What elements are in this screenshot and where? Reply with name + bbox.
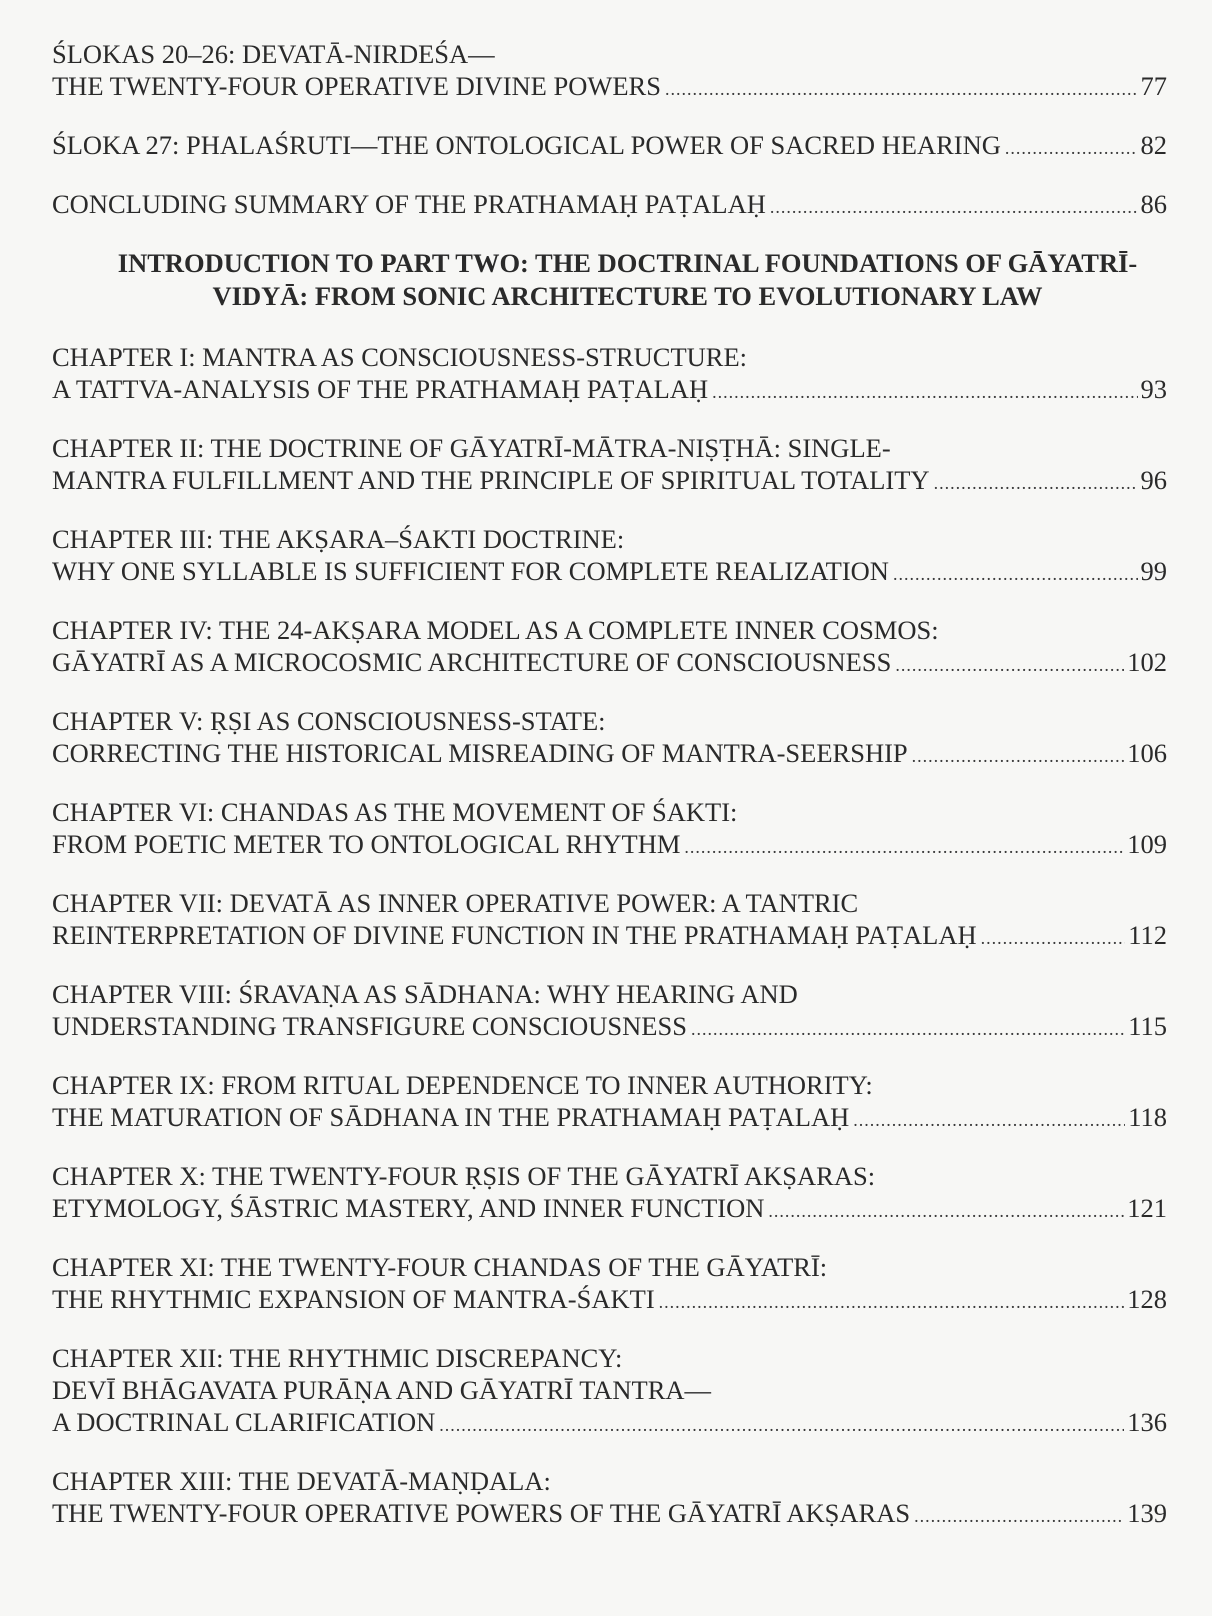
dot-leader	[914, 1500, 1124, 1532]
toc-entry-concluding-summary[interactable]	[52, 188, 1167, 223]
page-number: 109	[1127, 829, 1167, 859]
toc-entry-title-line: CHAPTER III: THE AKṢARA–ŚAKTI DOCTRINE:	[52, 524, 625, 554]
toc-entry-sloka-27[interactable]	[52, 129, 1167, 164]
page-number: 121	[1127, 1193, 1167, 1223]
toc-entry-title-line: CHAPTER IV: THE 24-AKṢARA MODEL AS A COMPLETE INNER COSMOS:	[52, 615, 939, 645]
dot-leader	[1005, 132, 1138, 164]
toc-entry-last-line	[52, 188, 1167, 223]
part-two-heading-line: VIDYĀ: FROM SONIC ARCHITECTURE TO EVOLUTIONARY LAW	[212, 281, 1043, 311]
dot-leader	[439, 1409, 1124, 1441]
toc-entry-last-line	[52, 70, 1167, 105]
part-two-heading-line: INTRODUCTION TO PART TWO: THE DOCTRINAL FOUNDATIONS OF GĀYATRĪ-	[117, 248, 1138, 278]
page-number: 115	[1128, 1011, 1167, 1041]
dot-leader	[691, 1013, 1125, 1045]
toc-entry-title-line: CHAPTER V: ṚṢI AS CONSCIOUSNESS-STATE:	[52, 706, 606, 736]
toc-entry-last-line	[52, 1101, 1167, 1136]
page-number: 106	[1127, 738, 1167, 768]
toc-entry-last-line	[52, 1497, 1167, 1532]
toc-entry-title-line: CHAPTER I: MANTRA AS CONSCIOUSNESS-STRUCTURE:	[52, 342, 748, 372]
page-number: 77	[1140, 71, 1167, 101]
toc-entry-chapter-9[interactable]	[52, 1069, 1167, 1136]
toc-entry-chapter-6[interactable]	[52, 796, 1167, 863]
page-number: 128	[1127, 1284, 1167, 1314]
toc-entry-title-line: ŚLOKA 27: PHALAŚRUTI—THE ONTOLOGICAL POWER OF SACRED HEARING	[52, 130, 1001, 160]
toc-entry-title-line: THE TWENTY-FOUR OPERATIVE DIVINE POWERS	[52, 71, 661, 101]
toc-entry-last-line	[52, 1010, 1167, 1045]
page-number: 82	[1140, 130, 1167, 160]
toc-entry-title-line: REINTERPRETATION OF DIVINE FUNCTION IN THE PRATHAMAḤ PAṬALAḤ	[52, 920, 977, 950]
toc-entry-last-line	[52, 919, 1167, 954]
page-number: 93	[1140, 374, 1167, 404]
page-number: 99	[1140, 556, 1167, 586]
toc-entry-slokas-20-26[interactable]	[52, 38, 1167, 105]
toc-entry-title-line: ŚLOKAS 20–26: DEVATĀ-NIRDEŚA—	[52, 39, 495, 69]
toc-entry-last-line	[52, 737, 1167, 772]
toc-entry-title-line: CHAPTER XIII: THE DEVATĀ-MAṆḌALA:	[52, 1466, 551, 1496]
toc-entry-last-line	[52, 373, 1167, 408]
toc-entry-last-line	[52, 1283, 1167, 1318]
toc-entry-chapter-11[interactable]	[52, 1251, 1167, 1318]
dot-leader	[659, 1286, 1125, 1318]
toc-entry-title-line: ETYMOLOGY, ŚĀSTRIC MASTERY, AND INNER FUNCTION	[52, 1193, 765, 1223]
toc-entry-last-line	[52, 646, 1167, 681]
page-number: 112	[1128, 920, 1167, 950]
toc-entry-title-line: CHAPTER II: THE DOCTRINE OF GĀYATRĪ-MĀTRA-NIṢṬHĀ: SINGLE-	[52, 433, 891, 463]
toc-entry-chapter-13[interactable]	[52, 1465, 1167, 1532]
dot-leader	[770, 191, 1138, 223]
dot-leader	[712, 376, 1137, 408]
toc-entry-last-line	[52, 1406, 1167, 1441]
page-number: 96	[1140, 465, 1167, 495]
page-number: 102	[1127, 647, 1167, 677]
toc-entry-title-line: MANTRA FULFILLMENT AND THE PRINCIPLE OF SPIRITUAL TOTALITY	[52, 465, 930, 495]
toc-entry-title-line: CHAPTER VI: CHANDAS AS THE MOVEMENT OF ŚAKTI:	[52, 797, 738, 827]
dot-leader	[684, 831, 1124, 863]
toc-entry-chapter-2[interactable]	[52, 432, 1167, 499]
toc-entry-chapter-7[interactable]	[52, 887, 1167, 954]
toc-entry-title-line: A TATTVA-ANALYSIS OF THE PRATHAMAḤ PAṬALAḤ	[52, 374, 709, 404]
part-two-heading	[88, 247, 1167, 313]
toc-entry-chapter-3[interactable]	[52, 523, 1167, 590]
dot-leader	[893, 558, 1138, 590]
toc-entry-title-line: THE TWENTY-FOUR OPERATIVE POWERS OF THE GĀYATRĪ AKṢARAS	[52, 1498, 911, 1528]
page-number: 118	[1128, 1102, 1167, 1132]
page-number: 136	[1127, 1407, 1167, 1437]
toc-entry-chapter-5[interactable]	[52, 705, 1167, 772]
dot-leader	[895, 649, 1124, 681]
toc-entry-title-line: CHAPTER IX: FROM RITUAL DEPENDENCE TO INNER AUTHORITY:	[52, 1070, 873, 1100]
toc-entry-chapter-12[interactable]	[52, 1342, 1167, 1441]
dot-leader	[768, 1195, 1124, 1227]
toc-entry-title-line: DEVĪ BHĀGAVATA PURĀṆA AND GĀYATRĪ TANTRA—	[52, 1375, 712, 1405]
toc-entry-title-line: CHAPTER VIII: ŚRAVAṆA AS SĀDHANA: WHY HEARING AND	[52, 979, 798, 1009]
toc-entry-chapter-10[interactable]	[52, 1160, 1167, 1227]
toc-entry-title-line: WHY ONE SYLLABLE IS SUFFICIENT FOR COMPLETE REALIZATION	[52, 556, 889, 586]
toc-entry-title-line: CHAPTER XI: THE TWENTY-FOUR CHANDAS OF THE GĀYATRĪ:	[52, 1252, 828, 1282]
toc-entry-last-line	[52, 464, 1167, 499]
toc-entry-title-line: FROM POETIC METER TO ONTOLOGICAL RHYTHM	[52, 829, 681, 859]
table-of-contents	[52, 38, 1167, 1556]
toc-entry-last-line	[52, 828, 1167, 863]
toc-entry-last-line	[52, 129, 1167, 164]
dot-leader	[853, 1104, 1125, 1136]
dot-leader	[981, 922, 1126, 954]
page-number: 86	[1140, 189, 1167, 219]
page-number: 139	[1127, 1498, 1167, 1528]
toc-entry-title-line: CORRECTING THE HISTORICAL MISREADING OF MANTRA-SEERSHIP	[52, 738, 908, 768]
toc-entry-title-line: UNDERSTANDING TRANSFIGURE CONSCIOUSNESS	[52, 1011, 687, 1041]
toc-entry-last-line	[52, 1192, 1167, 1227]
toc-entry-title-line: THE RHYTHMIC EXPANSION OF MANTRA-ŚAKTI	[52, 1284, 655, 1314]
dot-leader	[665, 73, 1138, 105]
toc-entry-last-line	[52, 555, 1167, 590]
toc-entry-title-line: CHAPTER VII: DEVATĀ AS INNER OPERATIVE POWER: A TANTRIC	[52, 888, 859, 918]
toc-entry-title-line: CHAPTER X: THE TWENTY-FOUR ṚṢIS OF THE GĀYATRĪ AKṢARAS:	[52, 1161, 876, 1191]
toc-entry-title-line: A DOCTRINAL CLARIFICATION	[52, 1407, 436, 1437]
dot-leader	[934, 467, 1138, 499]
toc-entry-chapter-1[interactable]	[52, 341, 1167, 408]
toc-entry-chapter-4[interactable]	[52, 614, 1167, 681]
toc-entry-title-line: CHAPTER XII: THE RHYTHMIC DISCREPANCY:	[52, 1343, 623, 1373]
toc-entry-chapter-8[interactable]	[52, 978, 1167, 1045]
toc-entry-title-line: CONCLUDING SUMMARY OF THE PRATHAMAḤ PAṬALAḤ	[52, 189, 766, 219]
toc-entry-title-line: GĀYATRĪ AS A MICROCOSMIC ARCHITECTURE OF CONSCIOUSNESS	[52, 647, 892, 677]
dot-leader	[912, 740, 1125, 772]
toc-entry-title-line: THE MATURATION OF SĀDHANA IN THE PRATHAMAḤ PAṬALAḤ	[52, 1102, 850, 1132]
